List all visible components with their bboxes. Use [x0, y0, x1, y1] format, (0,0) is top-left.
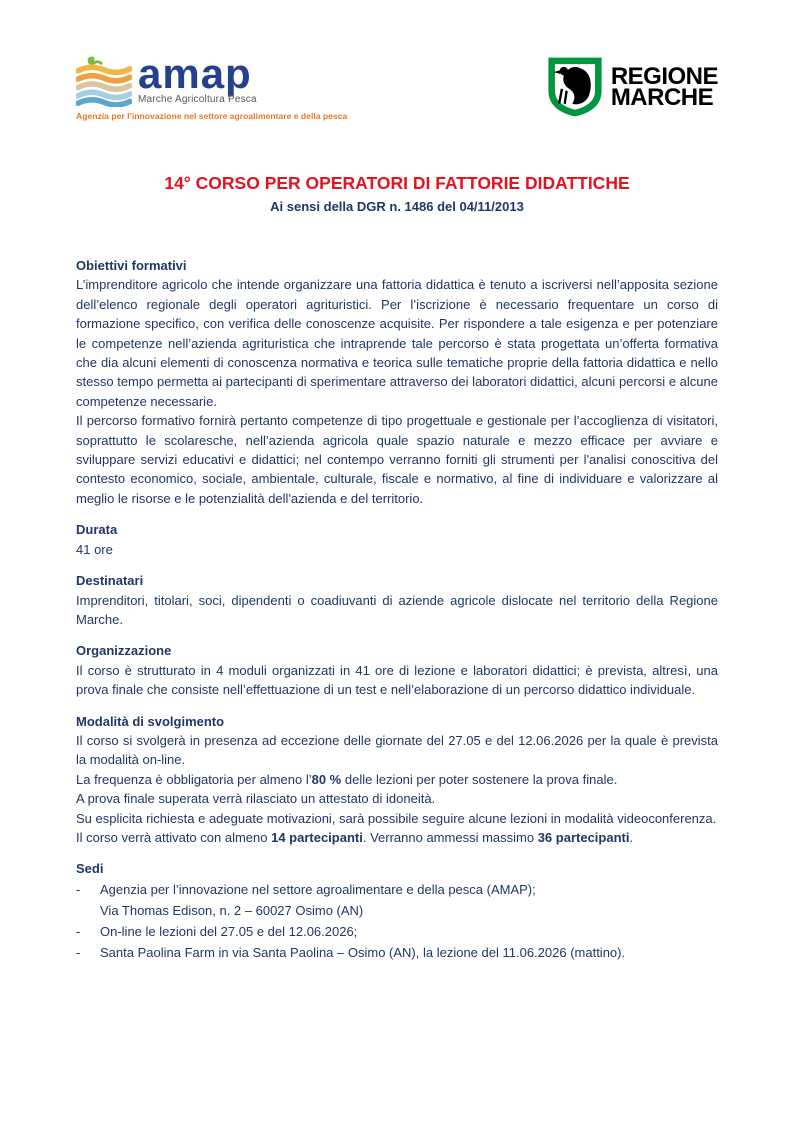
section-heading-organizzazione: Organizzazione [76, 643, 172, 659]
section-destinatari [76, 571, 718, 629]
list-item-sede-amap [76, 879, 718, 921]
regione-line2: MARCHE [610, 84, 714, 111]
regione-line1: REGIONE [610, 62, 718, 90]
section-durata [76, 520, 718, 559]
document-body [76, 256, 718, 963]
section-modalita-di-svolgimento [76, 712, 718, 848]
list-item-sede-santa-paolina [76, 942, 718, 963]
paragraph-modalita-2: La frequenza è obbligatoria per almeno l’80 % delle lezioni per poter sostenere la prova finale. [76, 771, 618, 787]
regione-marche-logo [547, 57, 718, 117]
regione-marche-wordmark [610, 62, 718, 111]
paragraph-organizzazione: Il corso è strutturato in 4 moduli organizzati in 41 ore di lezione e laboratori didattici; è prevista, altresì, una prova finale che consiste nell’effettuazione di un test e nell’elaborazione di un percorso didattico individuale. [76, 662, 718, 698]
amap-wordmark: amap [138, 50, 252, 97]
section-heading-destinatari: Destinatari [76, 573, 144, 589]
list-item-sede-online [76, 921, 718, 942]
sede-online-line1: On-line le lezioni del 27.05 e del 12.06.2026; [100, 923, 358, 939]
section-heading-modalita: Modalità di svolgimento [76, 713, 225, 729]
section-sedi [76, 859, 718, 962]
amap-agency-subtitle: Agenzia per l’innovazione nel settore agroalimentare e della pesca [76, 111, 348, 121]
sede-amap-line1: Agenzia per l’innovazione nel settore agroalimentare e della pesca (AMAP); [100, 881, 536, 897]
section-heading-sedi: Sedi [76, 861, 104, 877]
document-title: 14° CORSO PER OPERATORI DI FATTORIE DIDATTICHE [164, 173, 630, 193]
paragraph-obiettivi-2: Il percorso formativo fornirà pertanto competenze di tipo progettuale e gestionale per l’accoglienza di visitatori, soprattutto le scolaresche, nell’azienda agricola quale spazio naturale e mezzo efficace per avviare e sviluppare servizi educativi e didattici; nel contempo verranno forniti gli strumenti per l'analisi conoscitiva del contesto economico, sociale, ambientale, culturale, fiscale e normativo, al fine di individuare e valorizzare al meglio le risorse e le potenzialità dell'azienda e del territorio. [76, 413, 718, 506]
paragraph-obiettivi-1: L’imprenditore agricolo che intende organizzare una fattoria didattica è tenuto a iscriversi nell’apposita sezione dell’elenco regionale degli operatori agrituristici. Per l’iscrizione è necessario frequentare un corso di formazione specifico, con verifica delle conoscenze acquisite. Per rispondere a tale esigenza e per potenziare le competenze nell’azienda agrituristica che intraprende tale percorso è stata progettata un’offerta formativa che dia alcuni elementi di conoscenza normativa e teorica sulle tematiche proprie della fattoria didattica e nello stesso tempo permetta ai partecipanti di sperimentare attraverso dei laboratori didattici, alcuni percorsi e alcune competenze necessarie. [76, 277, 718, 409]
amap-logo [76, 50, 348, 121]
section-obiettivi-formativi [76, 256, 718, 508]
paragraph-durata: 41 ore [76, 541, 113, 557]
section-organizzazione [76, 641, 718, 699]
sede-amap-line2: Via Thomas Edison, n. 2 – 60027 Osimo (AN) [100, 902, 364, 918]
bullet-dash: - [76, 944, 81, 960]
regione-marche-shield-icon [547, 57, 603, 117]
paragraph-modalita-4: Su esplicita richiesta e adeguate motivazioni, sarà possibile seguire alcune lezioni in modalità videoconferenza. [76, 810, 717, 826]
bullet-dash: - [76, 923, 81, 939]
paragraph-destinatari: Imprenditori, titolari, soci, dipendenti o coadiuvanti di aziende agricole dislocate nel territorio della Regione Marche. [76, 592, 718, 627]
paragraph-modalita-3: A prova finale superata verrà rilasciato un attestato di idoneità. [76, 791, 436, 807]
header [76, 0, 718, 121]
amap-waves-icon [76, 55, 132, 107]
section-heading-durata: Durata [76, 522, 118, 538]
amap-tagline: Marche Agricoltura Pesca [138, 94, 257, 105]
section-heading-obiettivi: Obiettivi formativi [76, 258, 187, 273]
document-subtitle: Ai sensi della DGR n. 1486 del 04/11/2013 [270, 199, 524, 214]
paragraph-modalita-5: Il corso verrà attivato con almeno 14 partecipanti. Verranno ammessi massimo 36 partecipanti. [76, 829, 634, 845]
sede-santa-paolina-line1: Santa Paolina Farm in via Santa Paolina – Osimo (AN), la lezione del 11.06.2026 (mattino). [100, 944, 626, 960]
bullet-dash: - [76, 881, 81, 897]
paragraph-modalita-1: Il corso si svolgerà in presenza ad eccezione delle giornate del 27.05 e del 12.06.2026 per la quale è prevista la modalità on-line. [76, 732, 718, 768]
